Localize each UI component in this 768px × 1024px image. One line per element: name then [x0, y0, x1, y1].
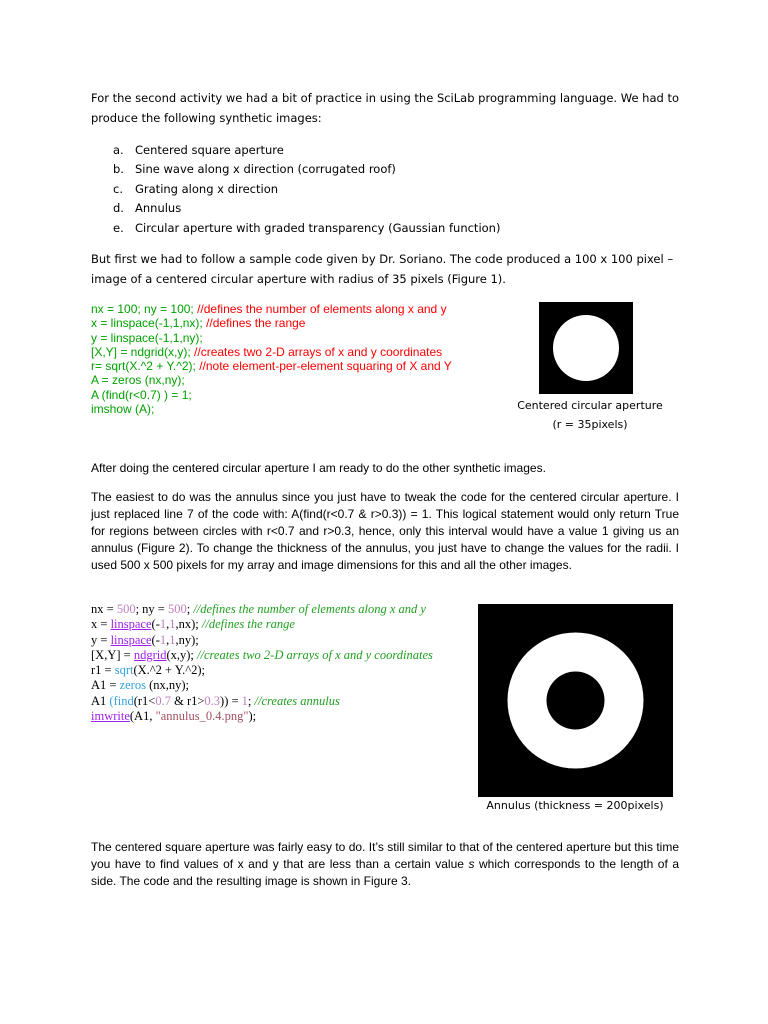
activity-list: [113, 141, 500, 238]
annulus-paragraph: The easiest to do was the annulus since you just have to tweak the code for the centered circular aperture. I just replaced line 7 of the code with: A(find(r<0.7 & r>0.3)) = 1. This logical statement would only return True for regions between circles with r<0.7 and r>0.3, hence, only this interval would have a value 1 giving us an annulus (Figure 2). To change the thickness of the annulus, you just have to change the values for the radii. I used 500 x 500 pixels for my array and image dimensions for this and all the other images.: [91, 490, 679, 572]
code-block-annulus: [91, 602, 433, 724]
code-line: nx = 500; ny = 500; //defines the number of elements along x and y: [91, 602, 426, 616]
code-line: A = zeros (nx,ny);: [91, 373, 185, 388]
annulus-image: [478, 604, 673, 797]
list-item-text: Sine wave along x direction (corrugated roof): [135, 162, 396, 177]
list-item: [113, 219, 500, 238]
intro-paragraph: For the second activity we had a bit of practice in using the SciLab programming language. We had to produce the following synthetic images:: [91, 91, 680, 125]
figure1-caption: [495, 396, 685, 434]
list-item: [113, 180, 500, 199]
code-line: imwrite(A1, "annulus_0.4.png");: [91, 709, 257, 724]
code-line: A1 = zeros (nx,ny);: [91, 678, 190, 693]
list-item-label: b.: [113, 162, 124, 177]
circular-aperture-image: [539, 302, 633, 394]
list-item-label: d.: [113, 201, 124, 216]
code-line: y = linspace(-1,1,ny);: [91, 632, 199, 647]
code-line: r= sqrt(X.^2 + Y.^2); //note element-per-element squaring of X and Y: [91, 359, 452, 374]
list-item-label: a.: [113, 143, 124, 157]
code-line: [X,Y] = ndgrid(x,y); //creates two 2-D arrays of x and y coordinates: [91, 344, 443, 359]
code-line: x = linspace(-1,1,nx); //defines the range: [91, 316, 306, 331]
code-line: nx = 100; ny = 100; //defines the number of elements along x and y: [91, 302, 447, 316]
square-aperture-paragraph: The centered square aperture was fairly easy to do. It’s still similar to that of the centered aperture but this time you have to find values of x and y that are less than a certain value s which corresponds to the length of a side. The code and the resulting image is shown in Figure 3.: [91, 840, 680, 888]
transition-paragraph: After doing the centered circular aperture I am ready to do the other synthetic images.: [91, 461, 546, 475]
sample-code-paragraph: But first we had to follow a sample code given by Dr. Soriano. The code produced a 100 x 100 pixel – image of a centered circular aperture with radius of 35 pixels (Figure 1).: [91, 252, 674, 286]
list-item-label: e.: [113, 220, 124, 235]
list-item-text: Grating along x direction: [135, 181, 279, 196]
list-item: [113, 160, 500, 179]
code-line: A (find(r<0.7) ) = 1;: [91, 387, 192, 402]
list-item-label: c.: [113, 181, 123, 196]
figure1-caption-line1: Centered circular aperture: [517, 399, 663, 412]
figure1-caption-line2: (r = 35pixels): [552, 418, 628, 431]
list-item: [113, 141, 500, 160]
white-circle: [539, 302, 633, 394]
list-item-text: Centered square aperture: [135, 143, 284, 157]
list-item-text: Circular aperture with graded transparency (Gaussian function): [135, 220, 501, 235]
variable-s: s: [468, 857, 475, 871]
code-block-circular-aperture: [91, 302, 452, 416]
code-line: [X,Y] = ndgrid(x,y); //creates two 2-D arrays of x and y coordinates: [91, 647, 433, 662]
code-line: x = linspace(-1,1,nx); //defines the range: [91, 617, 295, 632]
code-line: r1 = sqrt(X.^2 + Y.^2);: [91, 663, 206, 678]
figure2-caption: Annulus (thickness = 200pixels): [486, 799, 664, 812]
code-line: A1 (find(r1<0.7 & r1>0.3)) = 1; //creates annulus: [91, 693, 340, 708]
code-line: y = linspace(-1,1,ny);: [91, 330, 203, 345]
list-item: [113, 199, 500, 218]
code-line: imshow (A);: [91, 402, 155, 417]
annulus-ring: [478, 604, 673, 797]
list-item-text: Annulus: [135, 201, 182, 216]
